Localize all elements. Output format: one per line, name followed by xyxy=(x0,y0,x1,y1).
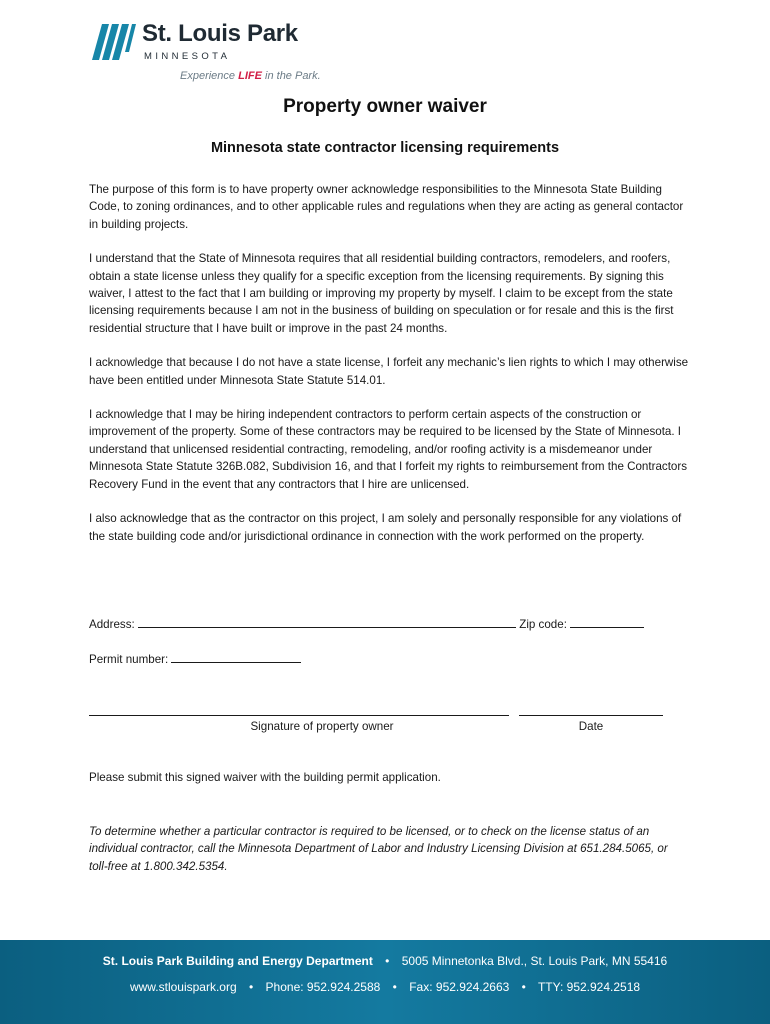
zip-field[interactable] xyxy=(570,615,644,628)
tagline-suffix: in the Park. xyxy=(265,70,321,82)
signature-line[interactable] xyxy=(89,715,509,716)
footer-separator: • xyxy=(392,980,397,994)
footer-department: St. Louis Park Building and Energy Department xyxy=(102,954,373,968)
page-title: Property owner waiver xyxy=(283,96,487,117)
footer-separator: • xyxy=(249,980,254,994)
footer-fax: Fax: 952.924.2663 xyxy=(409,980,510,994)
zip-label: Zip code: xyxy=(519,618,567,631)
footer-tty: TTY: 952.924.2518 xyxy=(537,980,641,994)
permit-label: Permit number: xyxy=(89,653,169,666)
logo-tagline xyxy=(180,70,321,82)
paragraph-responsibility: I also acknowledge that as the contractor on this project, I am solely and personally responsible for any violations of the state building code and/or jurisdictional ordinance in connection with the work performed on the property. xyxy=(89,512,682,543)
city-logo xyxy=(92,18,332,86)
logo-stripes-icon xyxy=(92,24,136,60)
date-label: Date xyxy=(578,720,604,733)
date-line[interactable] xyxy=(519,715,663,716)
signature-label: Signature of property owner xyxy=(250,720,394,733)
footer-website-link[interactable]: www.stlouispark.org xyxy=(129,980,237,994)
footer-phone: Phone: 952.924.2588 xyxy=(265,980,381,994)
footer xyxy=(0,940,770,1024)
paragraph-license: I understand that the State of Minnesota requires that all residential building contractors, remodelers, and roofers, obtain a state license unless they qualify for a specific exception from the licensing requirements. By signing this waiver, I attest to the fact that I am building or improving my property by myself. I claim to be except from the state licensing requirements because I am not in the business of building on speculation or for resale and this is the first residential structure that I have built or improve in the past 24 months. xyxy=(89,252,674,335)
paragraph-contractors: I acknowledge that I may be hiring independent contractors to perform certain aspects of the construction or improvement of the property. Some of these contractors may be required to be licensed by the State of Minnesota. I understand that unlicensed residential contracting, remodeling, and/or roofing activity is a misdemeanor under Minnesota State Statute 326B.082, Subdivision 16, and that I forfeit my rights to reimbursement from the Contractors Recovery Fund in the event that any contractors that I hire are unlicensed. xyxy=(89,408,688,491)
address-field[interactable] xyxy=(138,615,516,628)
footer-row-contact xyxy=(0,980,770,994)
footer-address: 5005 Minnetonka Blvd., St. Louis Park, MN 55416 xyxy=(401,954,668,968)
permit-field[interactable] xyxy=(171,650,301,663)
footer-separator: • xyxy=(521,980,526,994)
logo-state: MINNESOTA xyxy=(144,51,231,62)
logo-name: St. Louis Park xyxy=(142,20,298,47)
permit-row xyxy=(89,650,301,666)
paragraph-purpose: The purpose of this form is to have property owner acknowledge responsibilities to the Minnesota State Building Code, to zoning ordinances, and to other applicable rules and regulations when they are acting as general contactor in building projects. xyxy=(89,183,684,231)
submit-instruction: Please submit this signed waiver with the building permit application. xyxy=(89,771,441,784)
tagline-prefix: Experience xyxy=(180,70,236,82)
paragraph-lien: I acknowledge that because I do not have a state license, I forfeit any mechanic’s lien rights to which I may otherwise have been entitled under Minnesota State Statute 514.01. xyxy=(89,356,689,387)
address-row xyxy=(89,615,644,631)
tagline-emphasis: LIFE xyxy=(238,70,262,82)
footer-separator: • xyxy=(385,954,390,968)
licensing-note: To determine whether a particular contractor is required to be licensed, or to check on the license status of an individual contractor, call the Minnesota Department of Labor and Industry Licensing Division at 651.284.5065, or toll-free at 1.800.342.5354. xyxy=(89,825,668,873)
footer-row-department xyxy=(0,954,770,968)
page-subtitle: Minnesota state contractor licensing requirements xyxy=(210,140,560,156)
body-text xyxy=(89,181,689,562)
address-label: Address: xyxy=(89,618,135,631)
